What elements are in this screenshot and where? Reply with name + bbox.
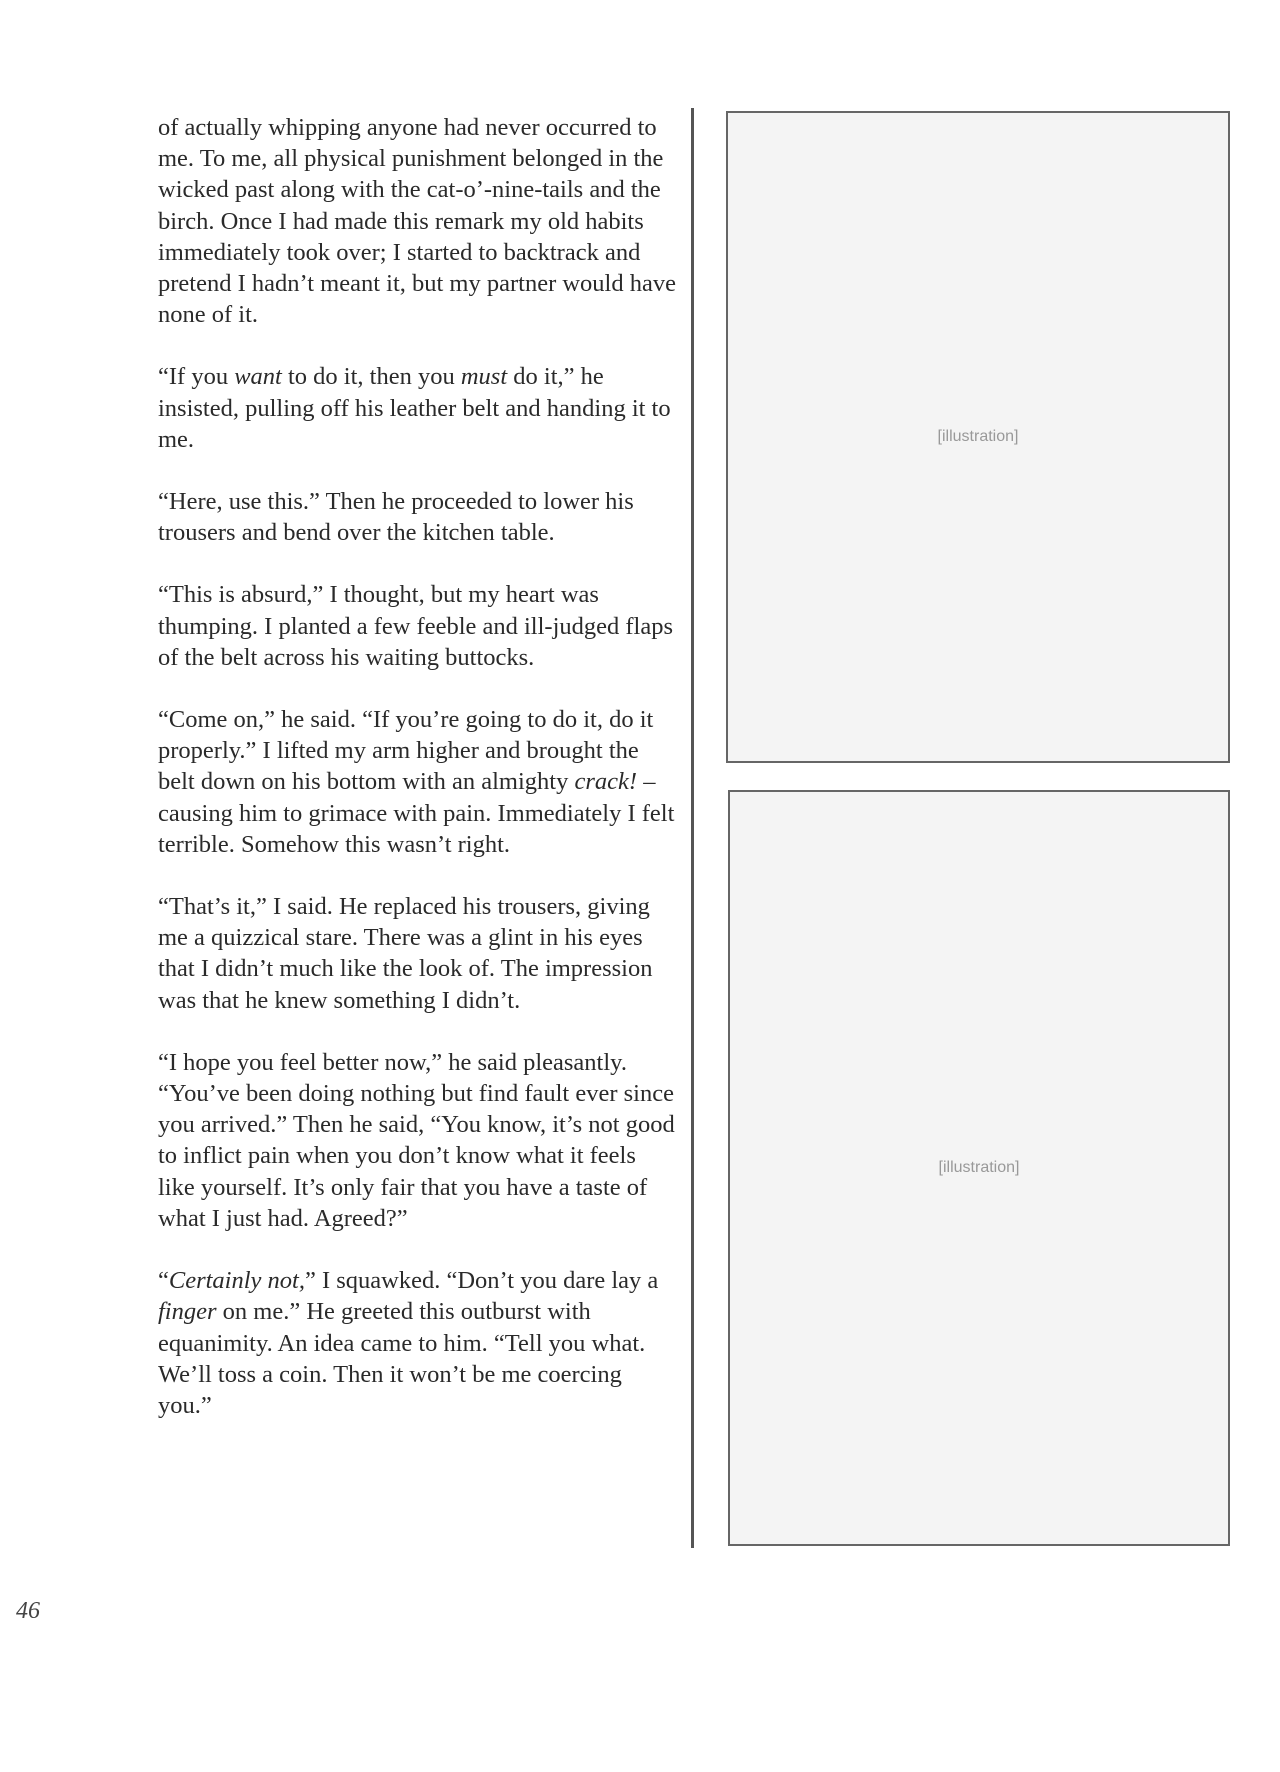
- italic-run: finger: [158, 1298, 217, 1326]
- illustration-frame-2: [728, 790, 1230, 1546]
- illustration-placeholder: [illustration]: [938, 1159, 1020, 1176]
- italic-run: crack!: [574, 768, 638, 796]
- column-divider: [691, 108, 694, 1548]
- text-run: ” I squawked. “Don’t you dare lay a: [304, 1267, 659, 1295]
- text-run: “This is absurd,” I thought, but my heart was thumping. I planted a few feeble and ill-judged flaps of the belt across his waiting buttocks.: [158, 581, 674, 671]
- italic-run: want: [234, 363, 282, 391]
- text-run: “If you: [158, 363, 235, 391]
- paragraph: [158, 486, 678, 548]
- italic-run: Certainly not,: [168, 1267, 305, 1295]
- body-text: [158, 112, 678, 1452]
- paragraph: [158, 361, 678, 455]
- text-run: “Come on,” he said. “If you’re going to do it, do it properly.” I lifted my arm higher and brought the belt down on his bottom with an almighty: [158, 706, 654, 796]
- italic-run: must: [460, 363, 508, 391]
- paragraph: [158, 112, 678, 330]
- text-run: “That’s it,” I said. He replaced his trousers, giving me a quizzical stare. There was a glint in his eyes that I didn’t much like the look of. The impression was that he knew something I didn’t.: [158, 893, 653, 1014]
- text-run: do it,” he insisted, pulling off his leather belt and handing it to me.: [158, 363, 671, 453]
- text-run: on me.” He greeted this outburst with equanimity. An idea came to him. “Tell you what. We’ll toss a coin. Then it won’t be me coercing you.”: [158, 1298, 646, 1419]
- text-run: “Here, use this.” Then he proceeded to lower his trousers and bend over the kitchen table.: [158, 488, 634, 547]
- text-run: – causing him to grimace with pain. Immediately I felt terrible. Somehow this wasn’t right.: [158, 768, 675, 858]
- paragraph: [158, 579, 678, 673]
- text-run: “I hope you feel better now,” he said pleasantly. “You’ve been doing nothing but find fault ever since you arrived.” Then he said, “You know, it’s not good to inflict pain when you don’t know what it feels like yourself. It’s only fair that you have a taste of what I just had. Agreed?”: [158, 1048, 675, 1232]
- paragraph: [158, 891, 678, 1016]
- illustration-placeholder: [illustration]: [937, 428, 1019, 445]
- paragraph: [158, 1047, 678, 1234]
- illustration-frame-1: [726, 111, 1230, 763]
- paragraph: [158, 1265, 678, 1421]
- paragraph: [158, 704, 678, 860]
- text-run: to do it, then you: [281, 363, 461, 391]
- text-run: “: [158, 1267, 169, 1295]
- text-run: of actually whipping anyone had never occurred to me. To me, all physical punishment belonged in the wicked past along with the cat-o’-nine-tails and the birch. Once I had made this remark my old habits immediately took over; I started to backtrack and pretend I hadn’t meant it, but my partner would have none of it.: [158, 114, 676, 329]
- page-number: 46: [16, 1598, 40, 1624]
